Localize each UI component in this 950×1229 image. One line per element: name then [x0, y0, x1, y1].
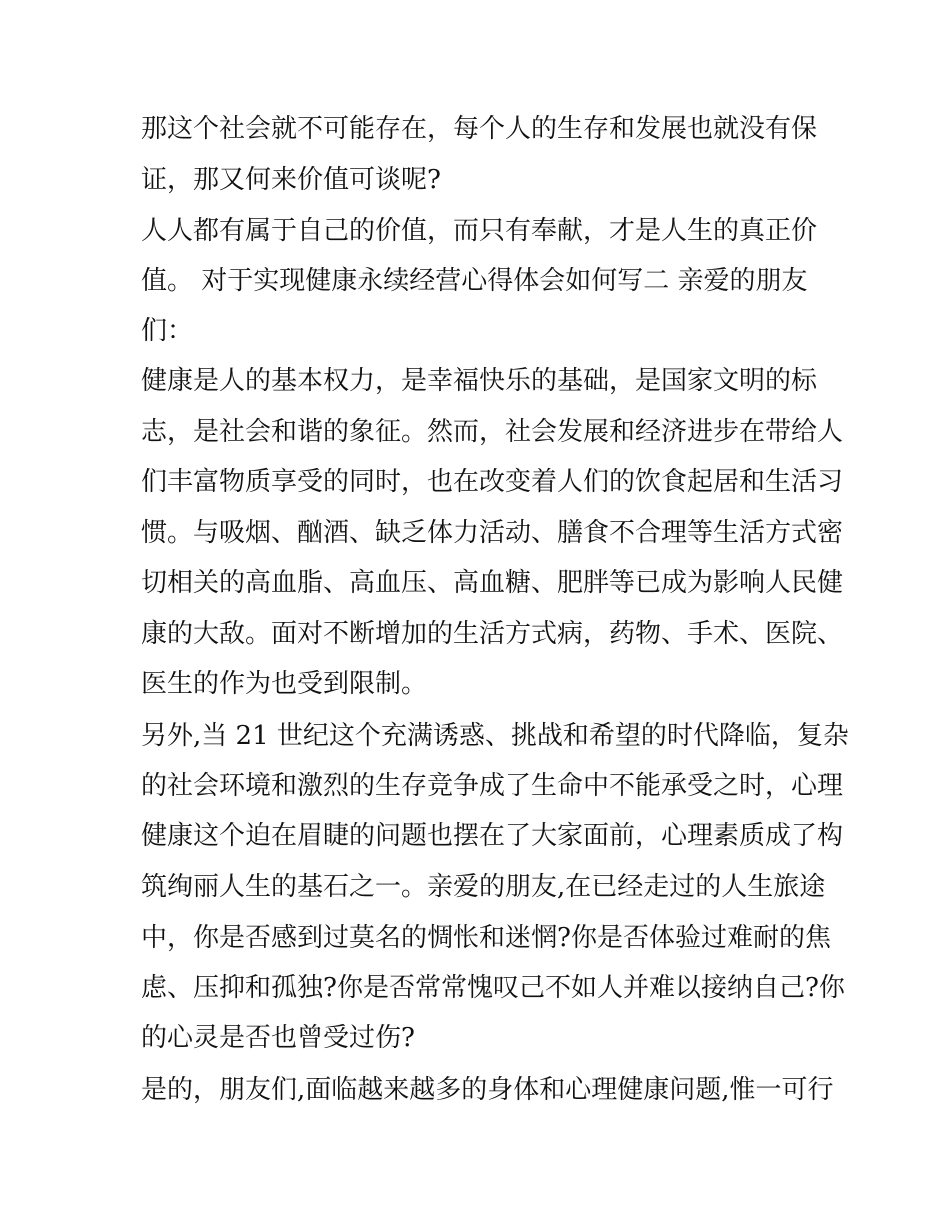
text-line: 证，那又何来价值可谈呢? — [141, 165, 441, 195]
text-line: 筑绚丽人生的基石之一。亲爱的朋友,在已经走过的人生旅途 — [141, 872, 826, 902]
text-line: 人人都有属于自己的价值，而只有奉献，才是人生的真正价 — [141, 216, 818, 246]
text-line: 中，你是否感到过莫名的惆怅和迷惘?你是否体验过难耐的焦 — [141, 923, 831, 953]
text-line: 健康是人的基本权力，是幸福快乐的基础，是国家文明的标 — [141, 366, 818, 396]
text-line: 另外,当 21 世纪这个充满诱惑、挑战和希望的时代降临，复杂 — [141, 721, 849, 751]
text-line: 惯。与吸烟、酗酒、缺乏体力活动、膳食不合理等生活方式密 — [141, 518, 844, 548]
text-line: 值。 对于实现健康永续经营心得体会如何写二 亲爱的朋友 — [141, 266, 808, 296]
text-line: 的社会环境和激烈的生存竞争成了生命中不能承受之时，心理 — [141, 771, 844, 801]
text-line: 是的，朋友们,面临越来越多的身体和心理健康问题,惟一可行 — [141, 1075, 834, 1105]
text-line: 志，是社会和谐的象征。然而，社会发展和经济进步在带给人 — [141, 417, 844, 447]
text-line: 切相关的高血脂、高血压、高血糖、肥胖等已成为影响人民健 — [141, 568, 844, 598]
text-line: 康的大敌。面对不断增加的生活方式病，药物、手术、医院、 — [141, 619, 844, 649]
text-line: 虑、压抑和孤独?你是否常常愧叹己不如人并难以接纳自己?你 — [141, 973, 845, 1003]
text-line: 医生的作为也受到限制。 — [141, 669, 428, 699]
text-line: 们丰富物质享受的同时，也在改变着人们的饮食起居和生活习 — [141, 467, 844, 497]
text-line: 健康这个迫在眉睫的问题也摆在了大家面前，心理素质成了构 — [141, 821, 844, 851]
text-line: 那这个社会就不可能存在，每个人的生存和发展也就没有保 — [141, 114, 818, 144]
text-line: 的心灵是否也曾受过伤? — [141, 1023, 415, 1053]
text-line: 们： — [141, 316, 194, 346]
